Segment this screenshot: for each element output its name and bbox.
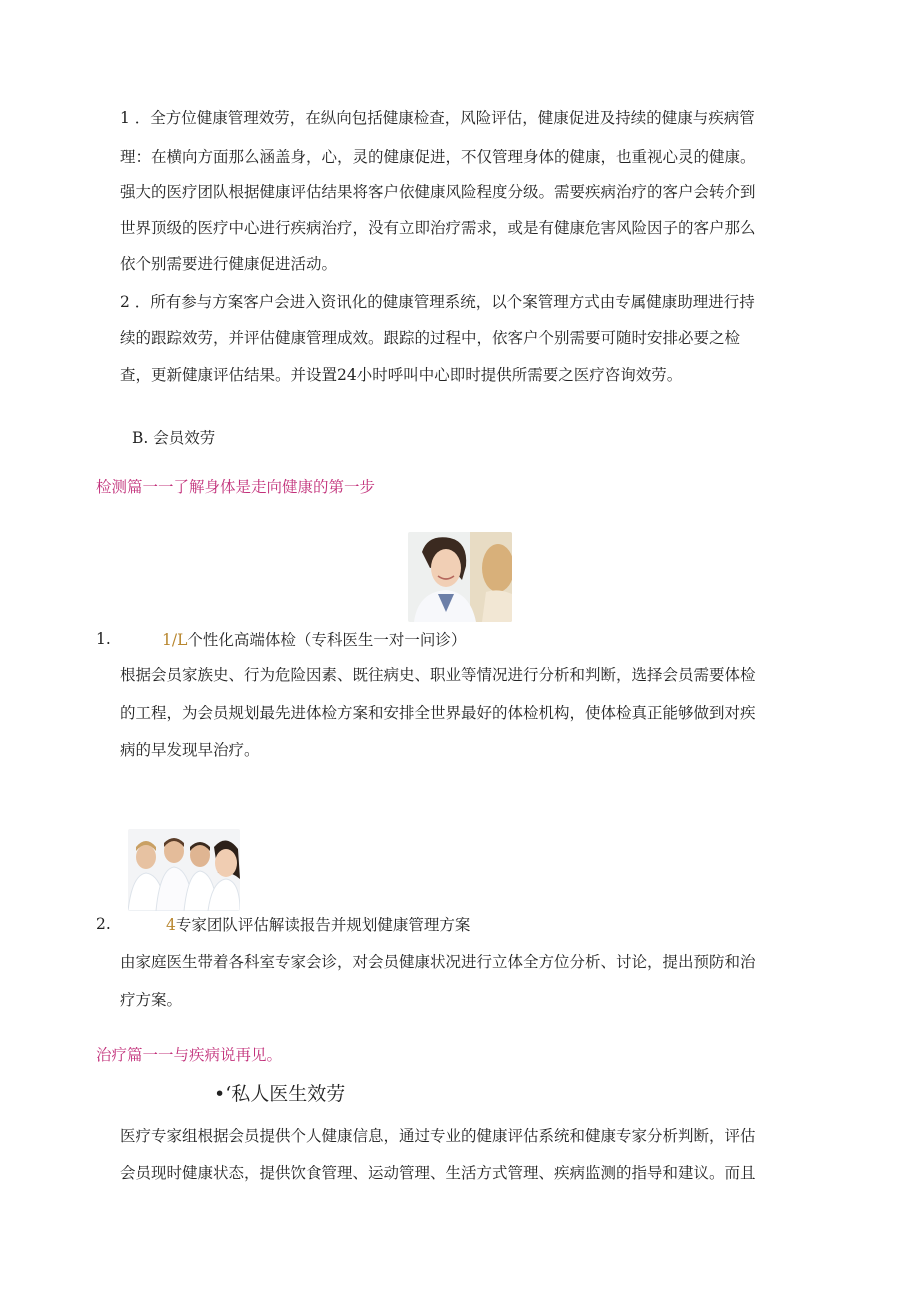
paragraph-line: 续的跟踪效劳，并评估健康管理成效。跟踪的过程中，依客户个别需要可随时安排必要之检: [120, 329, 741, 347]
item-title: [166, 915, 470, 935]
item-prefix: 1/L: [162, 631, 188, 649]
treatment-heading: 治疗篇一一与疾病说再见。: [96, 1046, 283, 1064]
paragraph-line: 疗方案。: [120, 991, 183, 1009]
paragraph-line: 的工程，为会员规划最先进体检方案和安排全世界最好的体检机构，使体检真正能够做到对疾: [120, 704, 756, 722]
paragraph-line: 查，更新健康评估结果。并设置24小时呼叫中心即时提供所需要之医疗咨询效劳。: [120, 366, 683, 384]
paragraph-line: 强大的医疗团队根据健康评估结果将客户依健康风险程度分级。需要疾病治疗的客户会转介到: [120, 183, 756, 201]
paragraph-line: 会员现时健康状态，提供饮食管理、运动管理、生活方式管理、疾病监测的指导和建议。而且: [120, 1164, 756, 1182]
paragraph-line: 理：在横向方面那么涵盖身，心，灵的健康促进，不仅管理身体的健康，也重视心灵的健康。: [120, 148, 756, 166]
item-prefix: 4: [166, 916, 176, 934]
paragraph-line: 病的早发现早治疗。: [120, 741, 260, 759]
paragraph-line: 根据会员家族史、行为危险因素、既往病史、职业等情况进行分析和判断，选择会员需要体检: [120, 666, 756, 684]
item-title-text: 个性化高端体检（专科医生一对一问诊）: [187, 631, 467, 649]
private-doctor-title: •‘私人医生效劳: [214, 1083, 346, 1105]
doctor-consultation-photo: [408, 532, 512, 622]
paragraph-line: 2 ．所有参与方案客户会进入资讯化的健康管理系统，以个案管理方式由专属健康助理进行持: [120, 293, 755, 311]
paragraph-line: 医疗专家组根据会员提供个人健康信息，通过专业的健康评估系统和健康专家分析判断，评估: [120, 1127, 756, 1145]
detection-heading: 检测篇一一了解身体是走向健康的第一步: [96, 478, 376, 496]
item-number: 1.: [96, 630, 111, 648]
medical-team-photo: [128, 829, 240, 911]
paragraph-line: 世界顶级的医疗中心进行疾病治疗，没有立即治疗需求，或是有健康危害风险因子的客户那么: [120, 219, 756, 237]
item-number: 2.: [96, 915, 111, 933]
paragraph-line: 由家庭医生带着各科室专家会诊，对会员健康状况进行立体全方位分析、讨论，提出预防和治: [120, 953, 756, 971]
item-title: [162, 630, 466, 650]
paragraph-line: 1 ．全方位健康管理效劳，在纵向包括健康检查，风险评估，健康促进及持续的健康与疾病管: [120, 109, 755, 127]
paragraph-line: 依个别需要进行健康促进活动。: [120, 255, 338, 273]
section-title: B. 会员效劳: [132, 429, 216, 447]
item-title-text: 专家团队评估解读报告并规划健康管理方案: [175, 916, 471, 934]
